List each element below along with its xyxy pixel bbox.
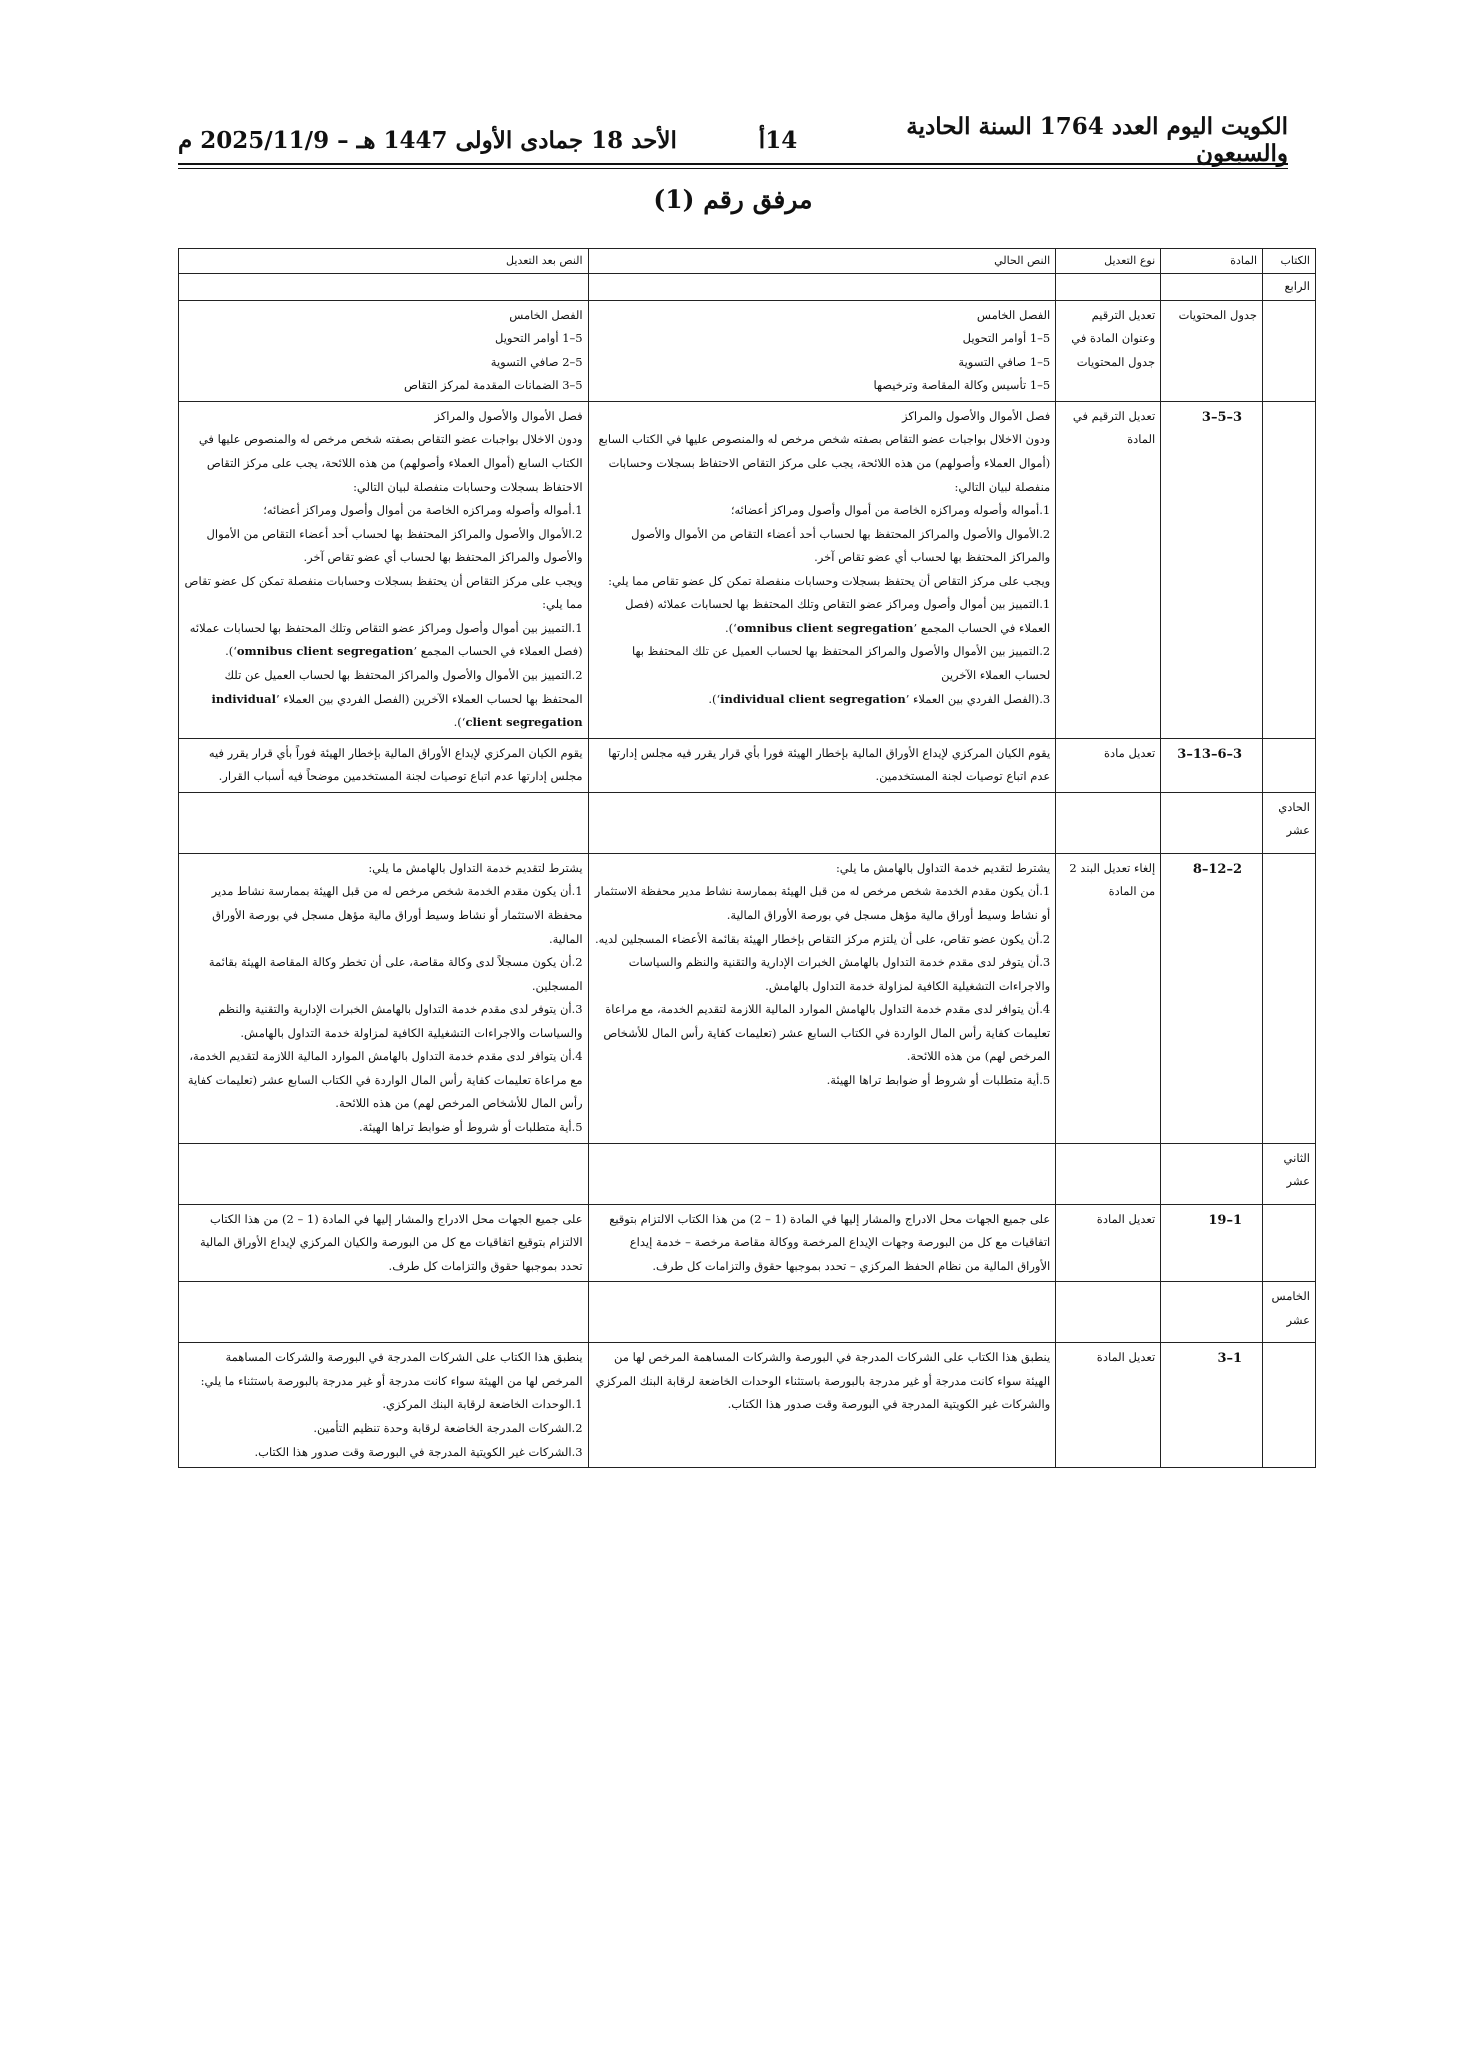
text-line: يشترط لتقديم خدمة التداول بالهامش ما يلي: xyxy=(835,860,1051,875)
amended-text-cell xyxy=(179,300,589,401)
type-cell: تعديل المادة xyxy=(1056,1204,1161,1282)
type-cell: إلغاء تعديل البند 2 من المادة xyxy=(1056,853,1161,1143)
type-cell: تعديل المادة xyxy=(1056,1343,1161,1468)
text-line: 2.الأموال والأصول والمراكز المحتفظ بها لحساب أحد أعضاء التقاص من الأموال والأصول والمراكز المحتفظ بها لحساب أي عضو تقاص آخر. xyxy=(206,526,583,565)
latin-term: omnibus client segregation xyxy=(236,644,414,659)
type-cell: تعديل مادة xyxy=(1056,738,1161,792)
text-run: ‘). xyxy=(453,715,466,730)
text-line: 3.الشركات غير الكويتية المدرجة في البورصة وقت صدور هذا الكتاب. xyxy=(254,1444,583,1459)
text-run: ‘). xyxy=(708,691,721,706)
text-line: 5–3 الضمانات المقدمة لمركز التقاص xyxy=(403,378,583,393)
text-run: 1.التمييز بين أموال وأصول ومراكز عضو التقاص وتلك المحتفظ بها لحسابات عملائه (فصل العملاء في الحساب المجمع ’ xyxy=(189,620,583,659)
amended-text-cell: يقوم الكيان المركزي لإيداع الأوراق المالية بإخطار الهيئة فوراً بأي قرار يقرر فيه مجلس إدارتها عدم اتباع توصيات لجنة المستخدمين موضحاً فيه أسباب القرار. xyxy=(179,738,589,792)
text-run: ‘). xyxy=(725,620,737,635)
text-line xyxy=(184,664,583,735)
text-run: 3.(الفصل الفردي بين العملاء ’ xyxy=(905,691,1051,706)
table-header-row xyxy=(179,249,1316,274)
latin-term: individual client segregation xyxy=(211,691,583,730)
table-row xyxy=(179,300,1316,401)
book-cell: الحادي عشر xyxy=(1263,792,1316,853)
table-row xyxy=(179,1204,1316,1282)
text-line: ويجب على مركز التقاص أن يحتفظ بسجلات وحسابات منفصلة تمكن كل عضو تقاص مما يلي: xyxy=(184,573,583,612)
amended-text-cell xyxy=(179,1343,589,1468)
text-line: ويجب على مركز التقاص أن يحتفظ بسجلات وحسابات منفصلة تمكن كل عضو تقاص مما يلي: xyxy=(608,573,1051,588)
col-header-amended: النص بعد التعديل xyxy=(179,249,589,274)
page-number: 14أ xyxy=(758,126,798,154)
col-header-book: الكتاب xyxy=(1263,249,1316,274)
text-line: 3.أن يتوفر لدى مقدم خدمة التداول بالهامش الخبرات الإدارية والتقنية والنظم والسياسات والاجراءات التشغيلية الكافية لمزاولة خدمة التداول بالهامش. xyxy=(628,955,1051,993)
table-row xyxy=(179,1343,1316,1468)
amendments-table xyxy=(178,248,1316,1468)
current-text-cell: على جميع الجهات محل الادراج والمشار إليها في المادة (1 – 2) من هذا الكتاب الالتزام بتوقيع اتفاقيات مع كل من البورصة وجهات الإيداع المرخصة ووكالة مقاصة مرخصة – خدمة إيداع الأوراق المالية من نظام الحفظ المركزي – تحدد بموجبها حقوق والتزامات كل طرف. xyxy=(588,1204,1056,1282)
col-header-article: المادة xyxy=(1161,249,1263,274)
header-rule xyxy=(178,163,1288,165)
table-row xyxy=(179,1282,1316,1343)
type-cell: تعديل الترقيم وعنوان المادة في جدول المحتويات xyxy=(1056,300,1161,401)
text-line: 5.أية متطلبات أو شروط أو ضوابط تراها الهيئة. xyxy=(826,1072,1051,1087)
text-line: ودون الاخلال بواجبات عضو التقاص بصفته شخص مرخص له والمنصوص عليها في الكتاب السابع (أموال العملاء وأصولهم) من هذه اللائحة، يجب على مركز التقاص الاحتفاظ بسجلات وحسابات منفصلة لبيان التالي: xyxy=(198,432,583,494)
text-line: ينطبق هذا الكتاب على الشركات المدرجة في البورصة والشركات المساهمة المرخص لها من الهيئة سواء كانت مدرجة أو غير مدرجة بالبورصة باستثناء ما يلي: xyxy=(200,1350,583,1388)
current-text-cell: ينطبق هذا الكتاب على الشركات المدرجة في البورصة والشركات المساهمة المرخص لها من الهيئة سواء كانت مدرجة أو غير مدرجة بالبورصة باستثناء الوحدات الخاضعة لرقابة البنك المركزي والشركات غير الكويتية المدرجة في البورصة وقت صدور هذا الكتاب. xyxy=(588,1343,1056,1468)
amended-text-cell xyxy=(179,401,589,738)
article-cell: 3–5–3 xyxy=(1161,401,1263,738)
table-row xyxy=(179,273,1316,300)
text-line: الفصل الخامس xyxy=(509,307,583,322)
latin-term: omnibus client segregation xyxy=(736,620,914,635)
text-line: 2.الأموال والأصول والمراكز المحتفظ بها لحساب أحد أعضاء التقاص من الأموال والأصول والمراكز المحتفظ بها لحساب أي عضو تقاص آخر. xyxy=(631,526,1051,565)
text-line: 4.أن يتوافر لدى مقدم خدمة التداول بالهامش الموارد المالية اللازمة لتقديم الخدمة، مع مراعاة تعليمات كفاية رأس المال الواردة في الكتاب السابع عشر (تعليمات كفاية رأس المال للأشخاص المرخص لهم) من هذه اللائحة. xyxy=(187,1049,583,1111)
table-row xyxy=(179,401,1316,738)
text-line: ودون الاخلال بواجبات عضو التقاص بصفته شخص مرخص له والمنصوص عليها في الكتاب السابع (أموال العملاء وأصولهم) من هذه اللائحة، يجب على مركز التقاص الاحتفاظ بسجلات وحسابات منفصلة لبيان التالي: xyxy=(598,432,1051,494)
text-line: 2.أن يكون عضو تقاص، على أن يلتزم مركز التقاص بإخطار الهيئة بقائمة الأعضاء المسجلين لديه. xyxy=(594,931,1051,946)
text-line: 2.الشركات المدرجة الخاضعة لرقابة وحدة تنظيم التأمين. xyxy=(313,1420,583,1435)
text-line: 5.أية متطلبات أو شروط أو ضوابط تراها الهيئة. xyxy=(359,1120,583,1135)
text-line: فصل الأموال والأصول والمراكز xyxy=(902,408,1051,423)
latin-term: individual client segregation xyxy=(720,691,906,706)
text-line: 1.أمواله وأصوله ومراكزه الخاصة من أموال وأصول ومراكز أعضائه؛ xyxy=(730,503,1051,518)
article-cell: جدول المحتويات xyxy=(1161,300,1263,401)
text-run: 2.التمييز بين الأموال والأصول والمراكز المحتفظ بها لحساب العميل عن تلك المحتفظ بها لحساب العملاء الآخرين (الفصل الفردي بين العملاء ’ xyxy=(224,668,583,706)
col-header-current: النص الحالي xyxy=(588,249,1056,274)
text-line xyxy=(594,688,1051,712)
page-header xyxy=(178,113,1288,167)
text-line: فصل الأموال والأصول والمراكز xyxy=(434,408,583,423)
annex-title: مرفق رقم (1) xyxy=(653,185,813,214)
text-run: ‘). xyxy=(225,644,237,659)
type-cell: تعديل الترقيم في المادة xyxy=(1056,401,1161,738)
issue-date: الأحد 18 جمادى الأولى 1447 هـ – 2025/11/9 م xyxy=(178,126,677,154)
article-cell: 1–3 xyxy=(1161,1343,1263,1468)
current-text-cell xyxy=(588,401,1056,738)
text-line: 1.أن يكون مقدم الخدمة شخص مرخص له من قبل الهيئة بممارسة نشاط مدير محفظة الاستثمار أو نشاط وسيط أوراق مالية مؤهل مسجل في بورصة الأوراق المالية. xyxy=(594,884,1051,922)
table-row xyxy=(179,738,1316,792)
col-header-type: نوع التعديل xyxy=(1056,249,1161,274)
article-cell: 3–6–13–3 xyxy=(1161,738,1263,792)
text-line: 5–2 صافي التسوية xyxy=(490,354,583,369)
text-line: 5–1 أوامر التحويل xyxy=(494,331,583,346)
text-line: الفصل الخامس xyxy=(976,307,1051,322)
text-line: 2.التمييز بين الأموال والأصول والمراكز المحتفظ بها لحساب العميل عن تلك المحتفظ بها لحساب العملاء الآخرين xyxy=(631,644,1051,683)
amended-text-cell xyxy=(179,853,589,1143)
publication-issue: الكويت اليوم العدد 1764 السنة الحادية والسبعون xyxy=(906,113,1288,167)
table-row xyxy=(179,1143,1316,1204)
table-row xyxy=(179,853,1316,1143)
text-line: 1.أمواله وأصوله ومراكزه الخاصة من أموال وأصول ومراكز أعضائه؛ xyxy=(263,503,583,518)
text-line: 5–1 تأسيس وكالة المقاصة وترخيصها xyxy=(873,378,1051,393)
text-line: 4.أن يتوافر لدى مقدم خدمة التداول بالهامش الموارد المالية اللازمة لتقديم الخدمة، مع مراعاة تعليمات كفاية رأس المال الواردة في الكتاب السابع عشر (تعليمات كفاية رأس المال للأشخاص المرخص لهم) من هذه اللائحة. xyxy=(603,1002,1051,1064)
current-text-cell xyxy=(588,300,1056,401)
text-line: يشترط لتقديم خدمة التداول بالهامش ما يلي: xyxy=(368,860,583,875)
article-cell: 1–19 xyxy=(1161,1204,1263,1282)
text-line: 5–1 أوامر التحويل xyxy=(962,331,1051,346)
text-line: 5–1 صافي التسوية xyxy=(958,354,1051,369)
text-line: 1.الوحدات الخاضعة لرقابة البنك المركزي. xyxy=(382,1397,583,1412)
text-line xyxy=(184,617,583,664)
text-line xyxy=(594,593,1051,640)
text-run: 1.التمييز بين أموال وأصول ومراكز عضو التقاص وتلك المحتفظ بها لحسابات عملائه (فصل العملاء في الحساب المجمع ’ xyxy=(625,597,1051,635)
book-cell: الثاني عشر xyxy=(1263,1143,1316,1204)
text-line: 2.أن يكون مسجلاً لدى وكالة مقاصة، على أن تخطر وكالة المقاصة الهيئة بقائمة المسجلين. xyxy=(208,955,583,993)
article-cell: 2–12–8 xyxy=(1161,853,1263,1143)
text-line: 1.أن يكون مقدم الخدمة شخص مرخص له من قبل الهيئة بممارسة نشاط مدير محفظة الاستثمار أو نشاط وسيط أوراق مالية مؤهل مسجل في بورصة الأوراق المالية. xyxy=(211,884,583,946)
book-cell: الرابع xyxy=(1263,273,1316,300)
amended-text-cell: على جميع الجهات محل الادراج والمشار إليها في المادة (1 – 2) من هذا الكتاب الالتزام بتوقيع اتفاقيات مع كل من البورصة والكيان المركزي لإيداع الأوراق المالية تحدد بموجبها حقوق والتزامات كل طرف. xyxy=(179,1204,589,1282)
text-line: 3.أن يتوفر لدى مقدم خدمة التداول بالهامش الخبرات الإدارية والتقنية والنظم والسياسات والاجراءات التشغيلية الكافية لمزاولة خدمة التداول بالهامش. xyxy=(218,1002,583,1040)
book-cell: الخامس عشر xyxy=(1263,1282,1316,1343)
header-rule-thin xyxy=(178,168,1288,169)
table-row xyxy=(179,792,1316,853)
current-text-cell: يقوم الكيان المركزي لإيداع الأوراق المالية بإخطار الهيئة فورا بأي قرار يقرر فيه مجلس إدارتها عدم اتباع توصيات لجنة المستخدمين. xyxy=(588,738,1056,792)
current-text-cell xyxy=(588,853,1056,1143)
